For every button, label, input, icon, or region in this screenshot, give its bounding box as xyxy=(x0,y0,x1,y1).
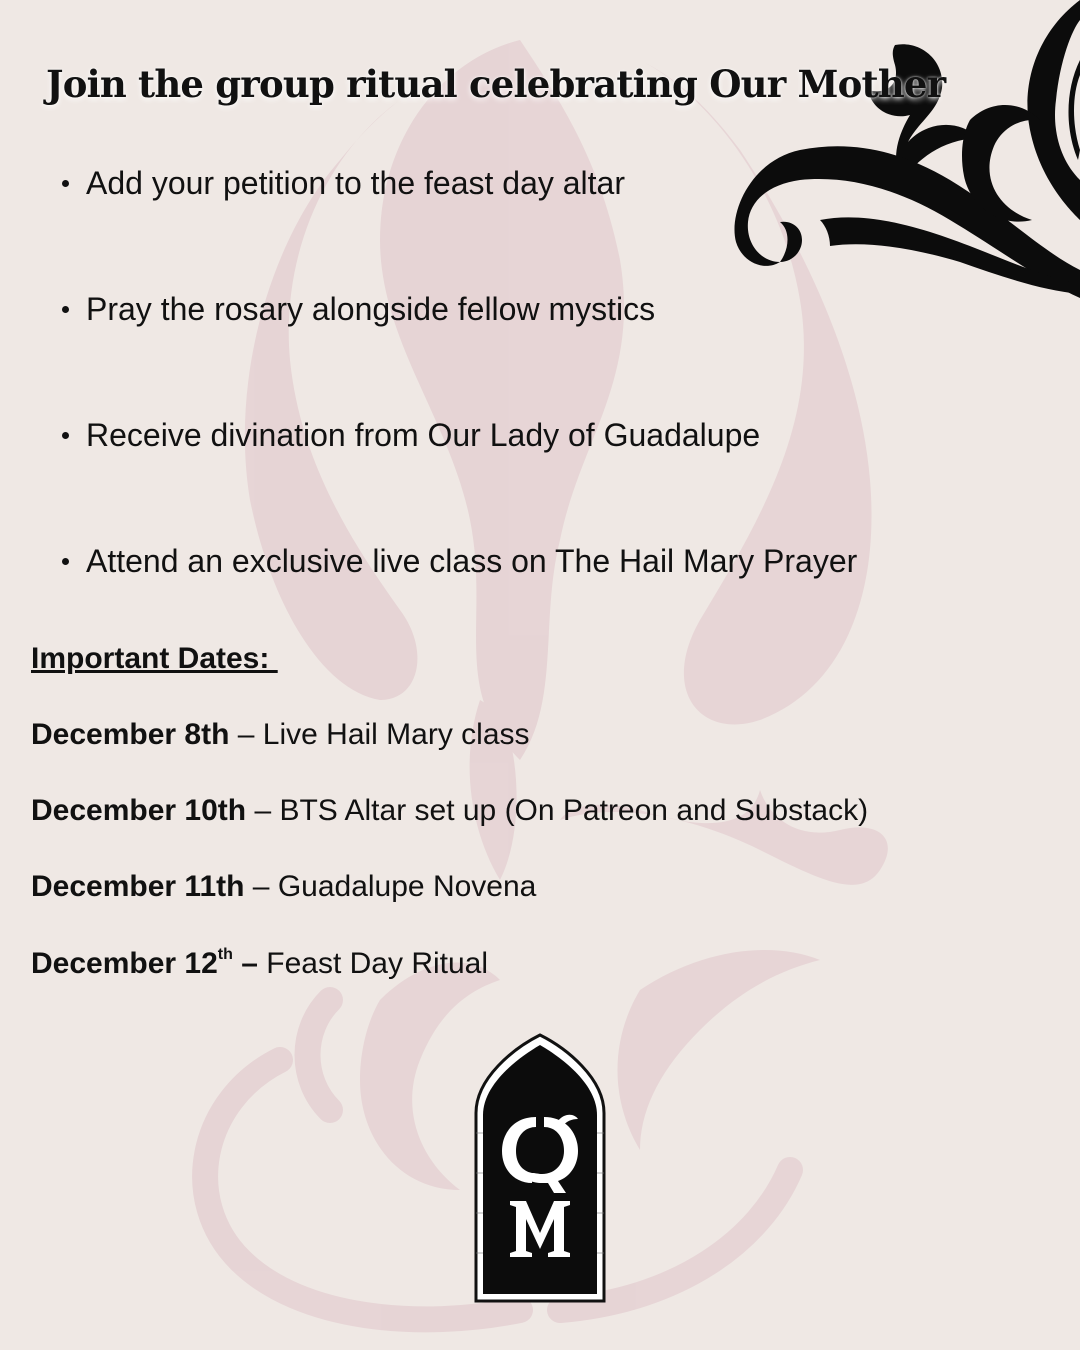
date-ordinal-suffix: th xyxy=(217,946,233,963)
list-item-text: Attend an exclusive live class on The Hail Mary Prayer xyxy=(86,543,858,579)
list-item xyxy=(62,286,857,332)
date-row xyxy=(31,718,530,752)
date-event: Live Hail Mary class xyxy=(262,718,530,751)
date-event: Guadalupe Novena xyxy=(277,870,537,903)
important-dates-heading: Important Dates: xyxy=(31,642,278,675)
date-separator: – xyxy=(244,870,278,903)
list-item xyxy=(62,160,857,206)
date-label: December 10th xyxy=(31,794,247,827)
list-item xyxy=(62,538,857,584)
bullet-dot-icon xyxy=(62,558,69,565)
bullet-dot-icon xyxy=(62,432,69,439)
om-monogram-logo xyxy=(474,1033,606,1303)
bullet-dot-icon xyxy=(62,306,69,313)
date-label: December 12 xyxy=(31,947,218,980)
date-row xyxy=(31,946,488,981)
date-separator: – xyxy=(246,794,280,827)
date-row xyxy=(31,794,868,828)
list-item xyxy=(62,412,857,458)
offer-list xyxy=(62,160,857,664)
list-item-text: Pray the rosary alongside fellow mystics xyxy=(86,291,656,327)
list-item-text: Receive divination from Our Lady of Guadalupe xyxy=(86,417,761,453)
date-separator: – xyxy=(229,718,263,751)
bullet-dot-icon xyxy=(62,180,69,187)
list-item-text: Add your petition to the feast day altar xyxy=(86,165,625,201)
date-label: December 11th xyxy=(31,870,245,903)
date-row xyxy=(31,870,536,904)
date-label: December 8th xyxy=(31,718,230,751)
headline: Join the group ritual celebrating Our Mother xyxy=(46,62,946,106)
date-event: BTS Altar set up (On Patreon and Substack) xyxy=(279,794,869,827)
date-event: Feast Day Ritual xyxy=(266,947,489,980)
date-separator: – xyxy=(232,947,267,980)
